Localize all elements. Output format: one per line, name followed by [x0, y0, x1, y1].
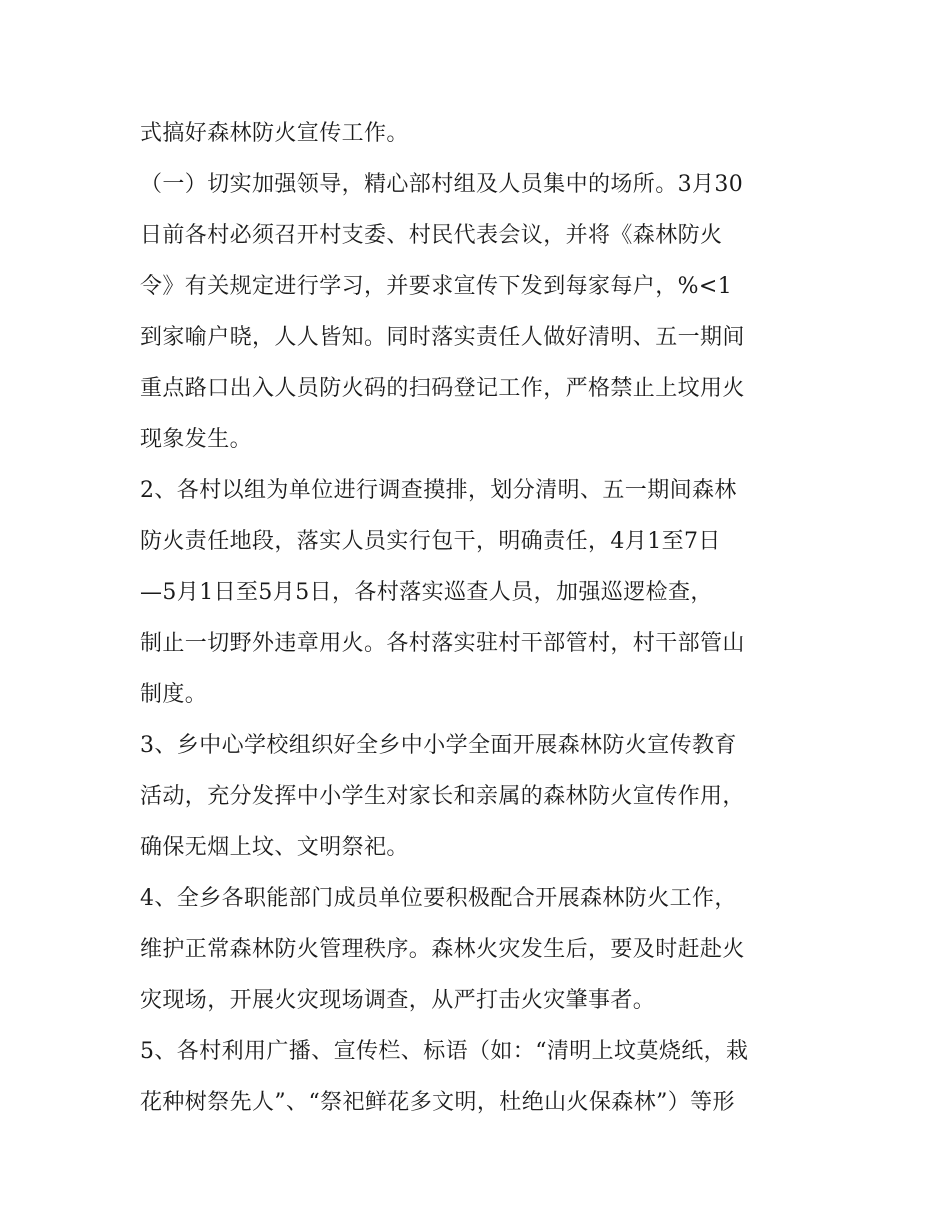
text-line: 活动，充分发挥中小学生对家长和亲属的森林防火宣传作用， — [140, 784, 745, 809]
text-line: —5月1日至5月5日，各村落实巡查人员，加强巡逻检查， — [140, 580, 713, 605]
text-line: （一）切实加强领导，精心部村组及人员集中的场所。3月30 — [140, 172, 744, 197]
text-line: 3、乡中心学校组织好全乡中小学全面开展森林防火宣传教育 — [140, 733, 737, 758]
text-line: 确保无烟上坟、文明祭祀。 — [140, 835, 409, 860]
text-line: 花种树祭先人”、“祭祀鲜花多文明，杜绝山火保森林”）等形 — [140, 1090, 735, 1115]
text-line: 维护正常森林防火管理秩序。森林火灾发生后，要及时赶赴火 — [140, 937, 745, 962]
text-line: 重点路口出入人员防火码的扫码登记工作，严格禁止上坟用火 — [140, 376, 745, 401]
text-line: 制止一切野外违章用火。各村落实驻村干部管村，村干部管山 — [140, 631, 745, 656]
text-line: 日前各村必须召开村支委、村民代表会议，并将《森林防火 — [140, 223, 723, 248]
text-line: 4、全乡各职能部门成员单位要积极配合开展森林防火工作， — [140, 886, 737, 911]
text-line: 现象发生。 — [140, 427, 253, 452]
text-line: 灾现场，开展火灾现场调查，从严打击火灾肇事者。 — [140, 988, 656, 1013]
document-body — [140, 108, 820, 1128]
text-line: 到家喻户晓，人人皆知。同时落实责任人做好清明、五一期间 — [140, 325, 745, 350]
text-line: 5、各村利用广播、宣传栏、标语（如：“清明上坟莫烧纸，栽 — [140, 1039, 749, 1064]
text-line: 2、各村以组为单位进行调查摸排，划分清明、五一期间森林 — [140, 478, 737, 503]
text-line: 制度。 — [140, 682, 208, 707]
text-line: 式搞好森林防火宣传工作。 — [140, 121, 409, 146]
text-line: 防火责任地段，落实人员实行包干，明确责任，4月1至7日 — [140, 529, 721, 554]
text-line: 令》有关规定进行学习，并要求宣传下发到每家每户，%<1 — [140, 274, 733, 299]
